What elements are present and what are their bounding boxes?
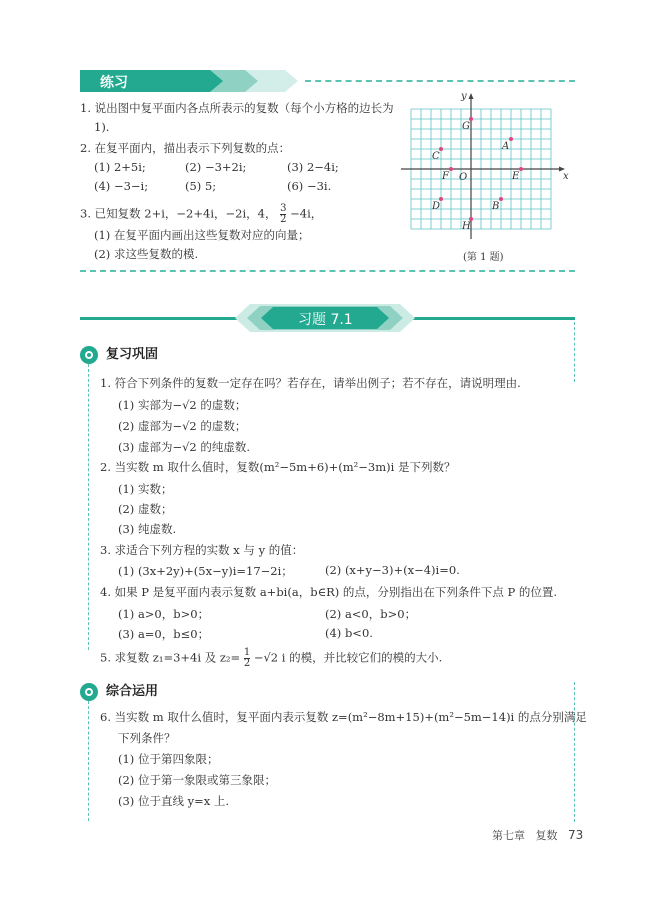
review-line: (2) 虚部为−√2 的虚数；: [118, 419, 247, 433]
section-heading: 复习巩固: [106, 347, 159, 362]
practice-q1: 1. 说出图中复平面内各点所表示的复数（每个小方格的边长为: [80, 101, 394, 115]
fraction-num: 3: [280, 203, 287, 214]
divider: [88, 701, 89, 821]
review-line: (1) 实数；: [118, 482, 173, 496]
footer-topic: 复数: [535, 829, 558, 842]
review-q5: [100, 648, 442, 669]
fraction-den: 2: [280, 214, 287, 225]
x-label: x: [563, 171, 569, 182]
q2-opt: (3) 2−4i;: [287, 160, 339, 174]
fraction: [244, 648, 250, 669]
rule-left: [80, 317, 240, 320]
q5-tail: −√2 i 的模，并比较它们的模的大小.: [253, 650, 443, 665]
divider: [574, 322, 575, 382]
figure-caption: (第 1 题): [463, 252, 504, 263]
fraction-den: 2: [243, 658, 251, 669]
layers-icon: [80, 346, 98, 364]
point-label: C: [432, 151, 440, 162]
review-line: (3) 纯虚数.: [118, 522, 177, 536]
q3-sub: (2) 求这些复数的模.: [94, 247, 199, 261]
section-heading: 综合运用: [106, 684, 159, 699]
apply-line: 下列条件？: [118, 731, 176, 745]
point-F: [449, 167, 453, 171]
practice-q1-cont: 1).: [94, 120, 110, 134]
review-line: 1. 符合下列条件的复数一定存在吗？若存在，请举出例子；若不存在，请说明理由.: [100, 376, 521, 390]
rule-right: [410, 317, 575, 320]
point-label: D: [432, 201, 441, 212]
practice-title: 练习: [100, 75, 128, 91]
review-line: (2) (x+y−3)+(x−4)i=0.: [325, 563, 460, 577]
review-line: (2) a<0，b>0；: [325, 607, 417, 621]
review-line: (1) 实部为−√2 的虚数；: [118, 398, 247, 412]
y-label: y: [461, 91, 467, 102]
point-E: [519, 167, 523, 171]
point-B: [499, 197, 503, 201]
divider: [305, 80, 575, 82]
apply-line: (1) 位于第四象限；: [118, 752, 219, 766]
review-line: (2) 虚数；: [118, 502, 173, 516]
review-line: (1) (3x+2y)+(5x−y)i=17−2i；: [118, 564, 293, 578]
exercise-title: 习题 7.1: [298, 312, 353, 328]
practice-q2: 2. 在复平面内，描出表示下列复数的点：: [80, 141, 291, 155]
section-review: [80, 343, 158, 364]
footer: [492, 827, 583, 843]
review-line: (1) a>0，b>0；: [118, 607, 210, 621]
apply-line: (2) 位于第一象限或第三象限；: [118, 773, 276, 787]
fraction: [280, 204, 286, 225]
fraction-num: 1: [243, 647, 251, 658]
review-line: (3) 虚部为−√2 的纯虚数.: [118, 440, 251, 454]
page-number: 73: [568, 828, 584, 842]
apply-line: 6. 当实数 m 取什么值时，复平面内表示复数 z=(m²−8m+15)+(m²−5m−14)i 的点分别满足: [100, 710, 587, 724]
divider: [88, 364, 89, 650]
point-label: H: [462, 221, 471, 232]
footer-chapter: 第七章: [492, 829, 525, 842]
divider: [574, 682, 575, 822]
point-label: F: [442, 171, 449, 182]
section-apply: [80, 680, 158, 701]
q3-tail: −4i，: [290, 206, 323, 221]
review-line: 4. 如果 P 是复平面内表示复数 a+bi(a，b∈R) 的点，分别指出在下列条件下点 P 的位置.: [100, 585, 558, 599]
y-arrow-icon: [469, 93, 474, 99]
q2-opt: (2) −3+2i;: [185, 160, 247, 174]
q3-sub: (1) 在复平面内画出这些复数对应的向量；: [94, 228, 310, 242]
point-label: A: [502, 141, 510, 152]
circle-target-icon: [80, 683, 98, 701]
q2-opt: (6) −3i.: [287, 179, 332, 193]
review-line: (3) a=0，b≤0；: [118, 627, 210, 641]
complex-plane-figure: [395, 85, 575, 245]
q2-opt: (4) −3−i;: [94, 179, 149, 193]
point-A: [509, 137, 513, 141]
q5-text: 5. 求复数 z₁=3+4i 及 z₂=: [100, 650, 241, 665]
apply-line: (3) 位于直线 y=x 上.: [118, 794, 230, 808]
q2-opt: (1) 2+5i;: [94, 160, 146, 174]
q3-text: 3. 已知复数 2+i，−2+4i，−2i，4，: [80, 206, 277, 221]
review-line: (4) b<0.: [325, 626, 373, 640]
origin-label: O: [459, 172, 468, 183]
review-line: 2. 当实数 m 取什么值时，复数(m²−5m+6)+(m²−3m)i 是下列数？: [100, 460, 456, 474]
divider: [80, 270, 575, 272]
point-label: B: [492, 201, 500, 212]
point-label: G: [462, 121, 470, 132]
practice-q3: [80, 204, 322, 225]
q2-opt: (5) 5;: [185, 179, 217, 193]
review-line: 3. 求适合下列方程的实数 x 与 y 的值：: [100, 543, 304, 557]
point-label: E: [512, 171, 520, 182]
